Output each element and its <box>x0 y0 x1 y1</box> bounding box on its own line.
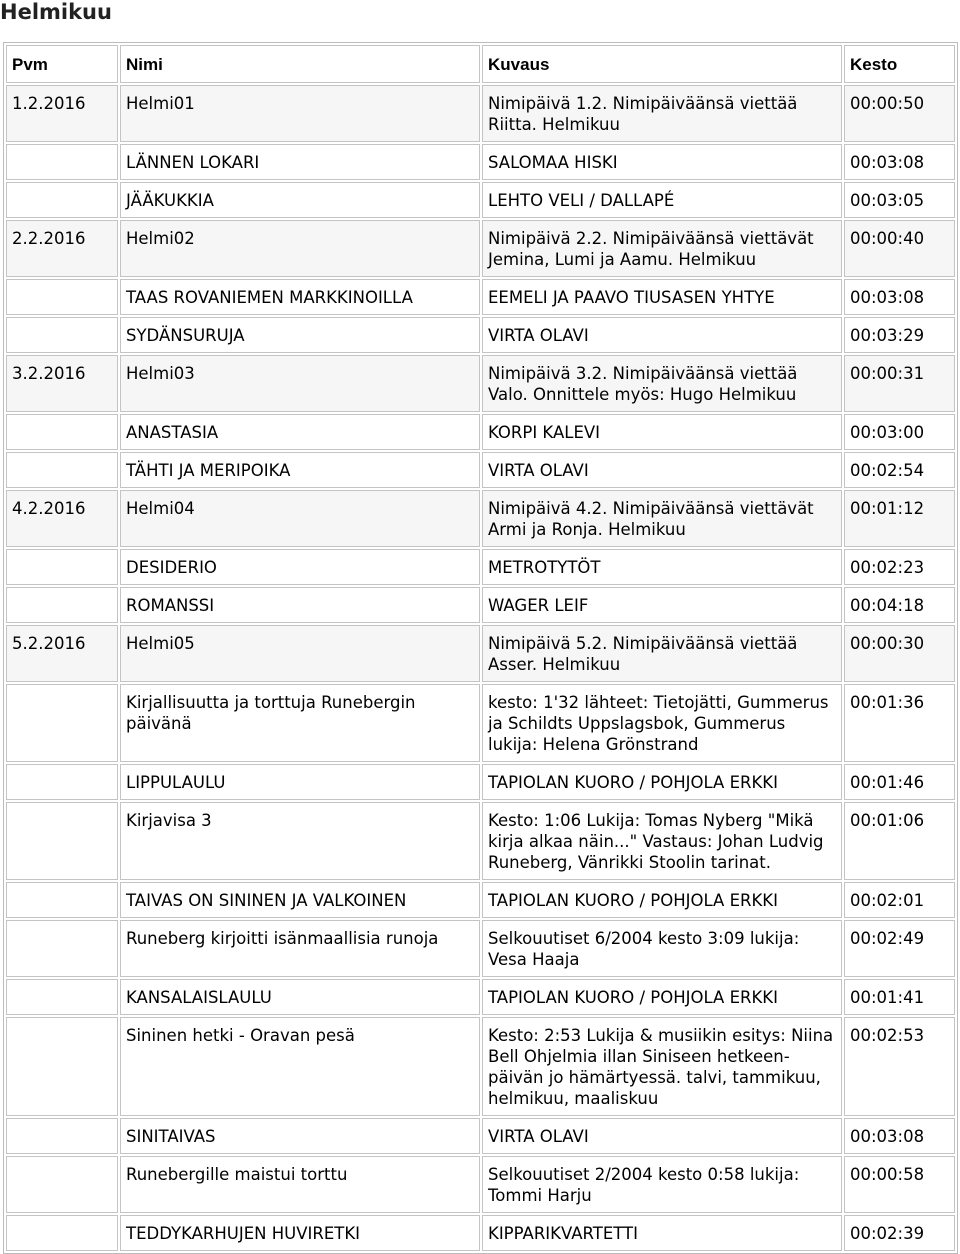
nimi-cell: Helmi01 <box>120 85 480 142</box>
pvm-cell: 5.2.2016 <box>6 625 118 682</box>
kesto-cell: 00:04:18 <box>844 587 955 623</box>
table-row <box>6 920 955 977</box>
table-row <box>6 279 955 315</box>
kesto-cell: 00:03:00 <box>844 414 955 450</box>
kesto-cell: 00:01:12 <box>844 490 955 547</box>
header-nimi: Nimi <box>120 45 480 83</box>
kuvaus-cell: LEHTO VELI / DALLAPÉ <box>482 182 842 218</box>
nimi-cell: DESIDERIO <box>120 549 480 585</box>
kesto-cell: 00:00:31 <box>844 355 955 412</box>
nimi-cell: Sininen hetki - Oravan pesä <box>120 1017 480 1116</box>
nimi-cell: Helmi05 <box>120 625 480 682</box>
kesto-cell: 00:03:08 <box>844 1118 955 1154</box>
nimi-cell: ROMANSSI <box>120 587 480 623</box>
kesto-cell: 00:00:58 <box>844 1156 955 1213</box>
kesto-cell: 00:03:08 <box>844 144 955 180</box>
kuvaus-cell: METROTYTÖT <box>482 549 842 585</box>
kesto-cell: 00:01:46 <box>844 764 955 800</box>
table-row <box>6 490 955 547</box>
table-row <box>6 979 955 1015</box>
kesto-cell: 00:00:50 <box>844 85 955 142</box>
page-title: Helmikuu <box>0 0 112 24</box>
table-row <box>6 85 955 142</box>
table-row <box>6 1156 955 1213</box>
kuvaus-cell: Kesto: 2:53 Lukija & musiikin esitys: Niina Bell Ohjelmia illan Siniseen hetkeen-päivän jo hämärtyessä. talvi, tammikuu, helmikuu, maaliskuu <box>482 1017 842 1116</box>
pvm-cell <box>6 684 118 762</box>
header-kesto: Kesto <box>844 45 955 83</box>
kuvaus-cell: KIPPARIKVARTETTI <box>482 1215 842 1251</box>
kuvaus-cell: Kesto: 1:06 Lukija: Tomas Nyberg "Mikä kirja alkaa näin..." Vastaus: Johan Ludvig Runeberg, Vänrikki Stoolin tarinat. <box>482 802 842 880</box>
kuvaus-cell: TAPIOLAN KUORO / POHJOLA ERKKI <box>482 764 842 800</box>
kuvaus-cell: WAGER LEIF <box>482 587 842 623</box>
nimi-cell: JÄÄKUKKIA <box>120 182 480 218</box>
kuvaus-cell: TAPIOLAN KUORO / POHJOLA ERKKI <box>482 882 842 918</box>
nimi-cell: LÄNNEN LOKARI <box>120 144 480 180</box>
nimi-cell: KANSALAISLAULU <box>120 979 480 1015</box>
nimi-cell: Runeberg kirjoitti isänmaallisia runoja <box>120 920 480 977</box>
pvm-cell <box>6 414 118 450</box>
pvm-cell: 2.2.2016 <box>6 220 118 277</box>
kuvaus-cell: SALOMAA HISKI <box>482 144 842 180</box>
table-body <box>6 85 955 1251</box>
kesto-cell: 00:03:08 <box>844 279 955 315</box>
nimi-cell: Helmi03 <box>120 355 480 412</box>
nimi-cell: TEDDYKARHUJEN HUVIRETKI <box>120 1215 480 1251</box>
nimi-cell: Runebergille maistui torttu <box>120 1156 480 1213</box>
table-row <box>6 317 955 353</box>
pvm-cell <box>6 452 118 488</box>
header-pvm: Pvm <box>6 45 118 83</box>
kuvaus-cell: VIRTA OLAVI <box>482 452 842 488</box>
table-row <box>6 414 955 450</box>
pvm-cell: 3.2.2016 <box>6 355 118 412</box>
nimi-cell: Kirjavisa 3 <box>120 802 480 880</box>
table-row <box>6 220 955 277</box>
kesto-cell: 00:00:40 <box>844 220 955 277</box>
table-row <box>6 452 955 488</box>
kuvaus-cell: EEMELI JA PAAVO TIUSASEN YHTYE <box>482 279 842 315</box>
table-row <box>6 587 955 623</box>
kuvaus-cell: kesto: 1'32 lähteet: Tietojätti, Gummerus ja Schildts Uppslagsbok, Gummerus lukija: Helena Grönstrand <box>482 684 842 762</box>
kuvaus-cell: Nimipäivä 5.2. Nimipäiväänsä viettää Asser. Helmikuu <box>482 625 842 682</box>
nimi-cell: Helmi04 <box>120 490 480 547</box>
kuvaus-cell: Nimipäivä 4.2. Nimipäiväänsä viettävät Armi ja Ronja. Helmikuu <box>482 490 842 547</box>
kesto-cell: 00:01:41 <box>844 979 955 1015</box>
table-row <box>6 182 955 218</box>
table-row <box>6 355 955 412</box>
table-row <box>6 684 955 762</box>
kuvaus-cell: VIRTA OLAVI <box>482 317 842 353</box>
kuvaus-cell: KORPI KALEVI <box>482 414 842 450</box>
nimi-cell: ANASTASIA <box>120 414 480 450</box>
kesto-cell: 00:02:53 <box>844 1017 955 1116</box>
nimi-cell: LIPPULAULU <box>120 764 480 800</box>
pvm-cell: 4.2.2016 <box>6 490 118 547</box>
kuvaus-cell: Nimipäivä 2.2. Nimipäiväänsä viettävät Jemina, Lumi ja Aamu. Helmikuu <box>482 220 842 277</box>
pvm-cell <box>6 1118 118 1154</box>
pvm-cell <box>6 1017 118 1116</box>
kesto-cell: 00:03:29 <box>844 317 955 353</box>
pvm-cell <box>6 279 118 315</box>
kuvaus-cell: TAPIOLAN KUORO / POHJOLA ERKKI <box>482 979 842 1015</box>
kuvaus-cell: VIRTA OLAVI <box>482 1118 842 1154</box>
kesto-cell: 00:00:30 <box>844 625 955 682</box>
schedule-table <box>3 42 958 1254</box>
table-row <box>6 802 955 880</box>
kesto-cell: 00:02:23 <box>844 549 955 585</box>
kesto-cell: 00:03:05 <box>844 182 955 218</box>
kesto-cell: 00:01:06 <box>844 802 955 880</box>
kuvaus-cell: Selkouutiset 2/2004 kesto 0:58 lukija: Tommi Harju <box>482 1156 842 1213</box>
kesto-cell: 00:02:54 <box>844 452 955 488</box>
kuvaus-cell: Selkouutiset 6/2004 kesto 3:09 lukija: Vesa Haaja <box>482 920 842 977</box>
kesto-cell: 00:02:49 <box>844 920 955 977</box>
table-row <box>6 764 955 800</box>
table-row <box>6 144 955 180</box>
nimi-cell: Helmi02 <box>120 220 480 277</box>
table-row <box>6 1118 955 1154</box>
pvm-cell <box>6 764 118 800</box>
nimi-cell: TAAS ROVANIEMEN MARKKINOILLA <box>120 279 480 315</box>
kesto-cell: 00:01:36 <box>844 684 955 762</box>
pvm-cell <box>6 587 118 623</box>
table-header-row <box>6 45 955 83</box>
pvm-cell <box>6 317 118 353</box>
table-row <box>6 549 955 585</box>
table-row <box>6 882 955 918</box>
table-row <box>6 625 955 682</box>
pvm-cell <box>6 882 118 918</box>
kuvaus-cell: Nimipäivä 3.2. Nimipäiväänsä viettää Valo. Onnittele myös: Hugo Helmikuu <box>482 355 842 412</box>
kuvaus-cell: Nimipäivä 1.2. Nimipäiväänsä viettää Riitta. Helmikuu <box>482 85 842 142</box>
pvm-cell <box>6 920 118 977</box>
pvm-cell <box>6 549 118 585</box>
table-row <box>6 1017 955 1116</box>
pvm-cell <box>6 1156 118 1213</box>
header-kuvaus: Kuvaus <box>482 45 842 83</box>
nimi-cell: TAIVAS ON SININEN JA VALKOINEN <box>120 882 480 918</box>
nimi-cell: TÄHTI JA MERIPOIKA <box>120 452 480 488</box>
pvm-cell <box>6 182 118 218</box>
kesto-cell: 00:02:39 <box>844 1215 955 1251</box>
pvm-cell: 1.2.2016 <box>6 85 118 142</box>
pvm-cell <box>6 144 118 180</box>
nimi-cell: SINITAIVAS <box>120 1118 480 1154</box>
nimi-cell: Kirjallisuutta ja torttuja Runebergin päivänä <box>120 684 480 762</box>
nimi-cell: SYDÄNSURUJA <box>120 317 480 353</box>
pvm-cell <box>6 979 118 1015</box>
kesto-cell: 00:02:01 <box>844 882 955 918</box>
pvm-cell <box>6 802 118 880</box>
